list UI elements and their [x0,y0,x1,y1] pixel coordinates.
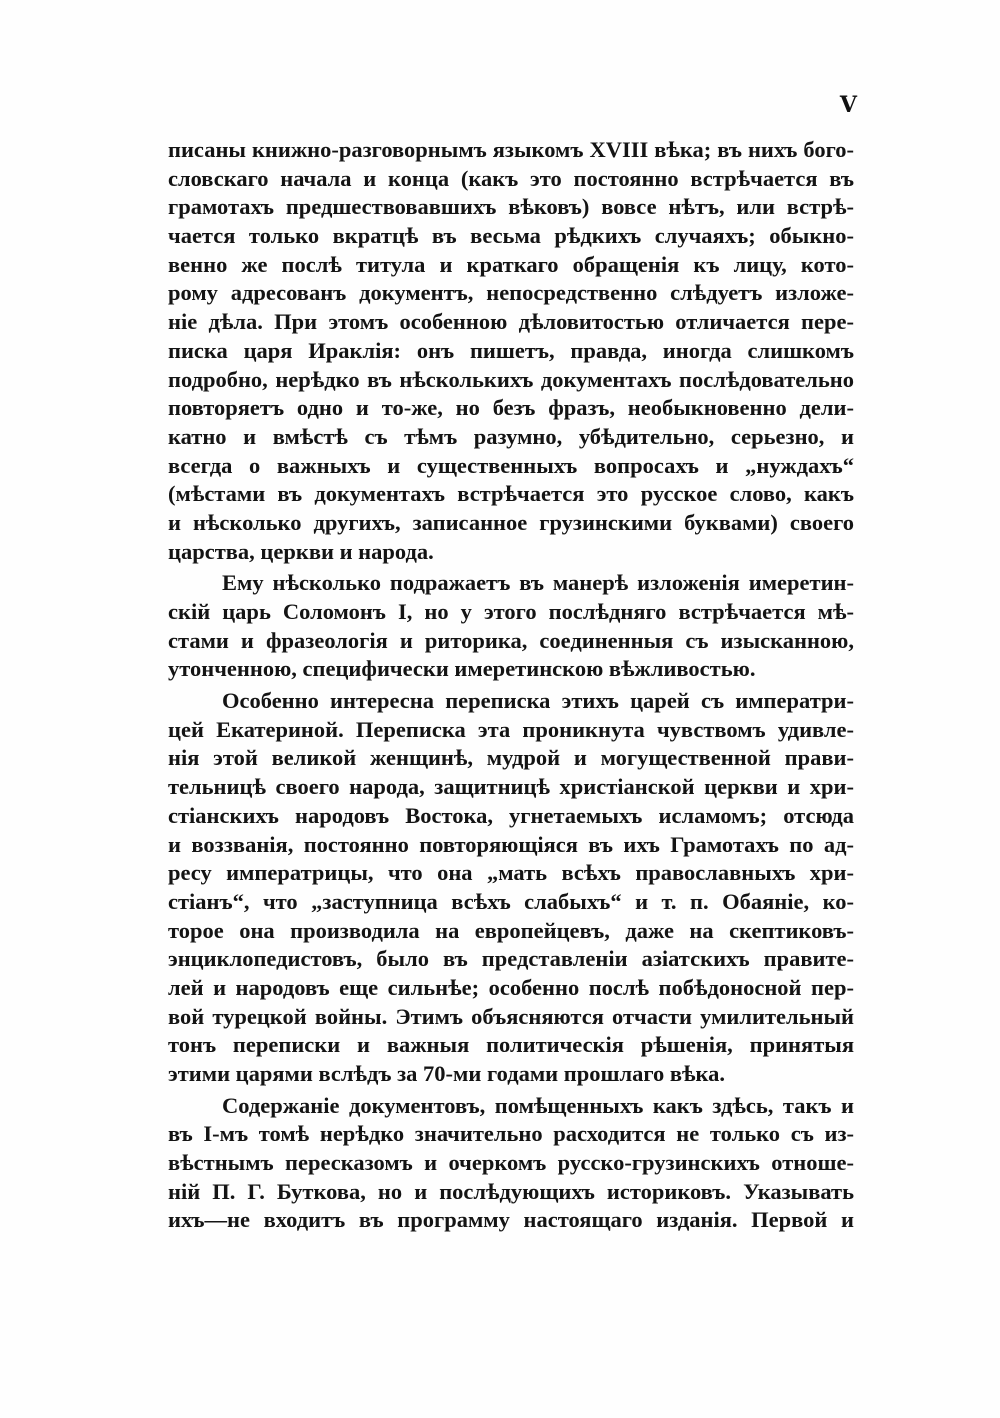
text-line: Особенно интересна переписка этихъ царей съ императри- [222,688,854,714]
paragraph-4 [168,1092,854,1235]
text-line: (мѣстами въ документахъ встрѣчается это русское слово, какъ [168,481,854,507]
text-line: писка царя Ираклія: онъ пишетъ, правда, иногда слишкомъ [168,337,854,363]
text-line: стіанскихъ народовъ Востока, угнетаемыхъ исламомъ; отсюда [168,802,854,828]
text-line: царства, церкви и народа. [168,538,434,564]
text-line: стіанъ“, что „заступница всѣхъ слабыхъ“ и т. п. Обаяніе, ко- [168,888,854,914]
text-line: подробно, нерѣдко въ нѣсколькихъ документахъ послѣдовательно [168,366,854,392]
text-line: лей и народовъ еще сильнѣе; особенно послѣ побѣдоносной пер- [168,974,854,1000]
paragraph-2 [168,569,854,684]
text-line: вѣстнымъ пересказомъ и очеркомъ русско-грузинскихъ отноше- [168,1150,854,1176]
text-line: писаны книжно-разговорнымъ языкомъ XVIII вѣка; въ нихъ бого- [168,137,854,162]
text-line: ресу императрицы, что она „мать всѣхъ православныхъ хри- [168,860,854,886]
text-line: скій царь Соломонъ I, но у этого послѣдняго встрѣчается мѣ- [168,599,854,624]
text-line: торое она производила на европейцевъ, даже на скептиковъ- [168,917,854,943]
text-line: катно и вмѣстѣ съ тѣмъ разумно, убѣдительно, серьезно, и [168,423,854,449]
text-line: повторяетъ одно и то-же, но безъ фразъ, необыкновенно дели- [168,395,854,421]
text-line: и нѣсколько другихъ, записанное грузинскими буквами) своего [168,509,854,535]
text-line: тонъ переписки и важныя политическія рѣшенія, принятыя [168,1032,854,1058]
text-line: чается только вкратцѣ въ весьма рѣдкихъ случаяхъ; обыкно- [168,223,854,249]
text-line: утонченною, специфически имеретинскою вѣжливостью. [168,656,756,682]
body-text [168,136,854,1235]
text-line: тельницѣ своего народа, защитницѣ христіанской церкви и хри- [168,774,854,800]
text-line: вой турецкой войны. Этимъ объясняются отчасти умилительный [168,1003,854,1029]
text-line: этими царями вслѣдъ за 70-ми годами прошлаго вѣка. [168,1061,726,1086]
text-line: въ I-мъ томѣ нерѣдко значительно расходится не только съ из- [168,1121,854,1147]
text-line: энциклопедистовъ, было въ представленіи азіатскихъ правите- [168,946,854,972]
text-line: Ему нѣсколько подражаетъ въ манерѣ изложенія имеретин- [222,570,854,596]
paragraph-1 [168,136,854,566]
text-line: венно же послѣ титула и краткаго обращенія къ лицу, кото- [168,251,854,277]
text-line: рому адресованъ документъ, непосредственно слѣдуетъ изложе- [168,280,854,306]
text-line: стами и фразеологія и риторика, соединенныя съ изысканною, [168,627,854,653]
text-line: всегда о важныхъ и существенныхъ вопросахъ и „нуждахъ“ [168,452,854,478]
page-number: V [839,92,857,118]
text-line: ихъ—не входитъ въ программу настоящаго изданія. Первой и [168,1207,854,1233]
text-line: и воззванія, постоянно повторяющіяся въ ихъ Грамотахъ по ад- [168,831,854,857]
text-line: Содержаніе документовъ, помѣщенныхъ какъ здѣсь, такъ и [222,1092,854,1118]
text-line: грамотахъ предшествовавшихъ вѣковъ) вовсе нѣтъ, или встрѣ- [168,194,854,220]
text-line: словскаго начала и конца (какъ это постоянно встрѣчается въ [168,165,854,191]
text-line: цей Екатериной. Переписка эта проникнута чувствомъ удивле- [168,716,854,742]
text-line: ніе дѣла. При этомъ особенною дѣловитостью отличается пере- [168,309,854,335]
text-line: ній П. Г. Буткова, но и послѣдующихъ историковъ. Указывать [168,1178,854,1204]
text-line: нія этой великой женщинѣ, мудрой и могущественной прави- [168,745,854,771]
paragraph-3 [168,687,854,1089]
